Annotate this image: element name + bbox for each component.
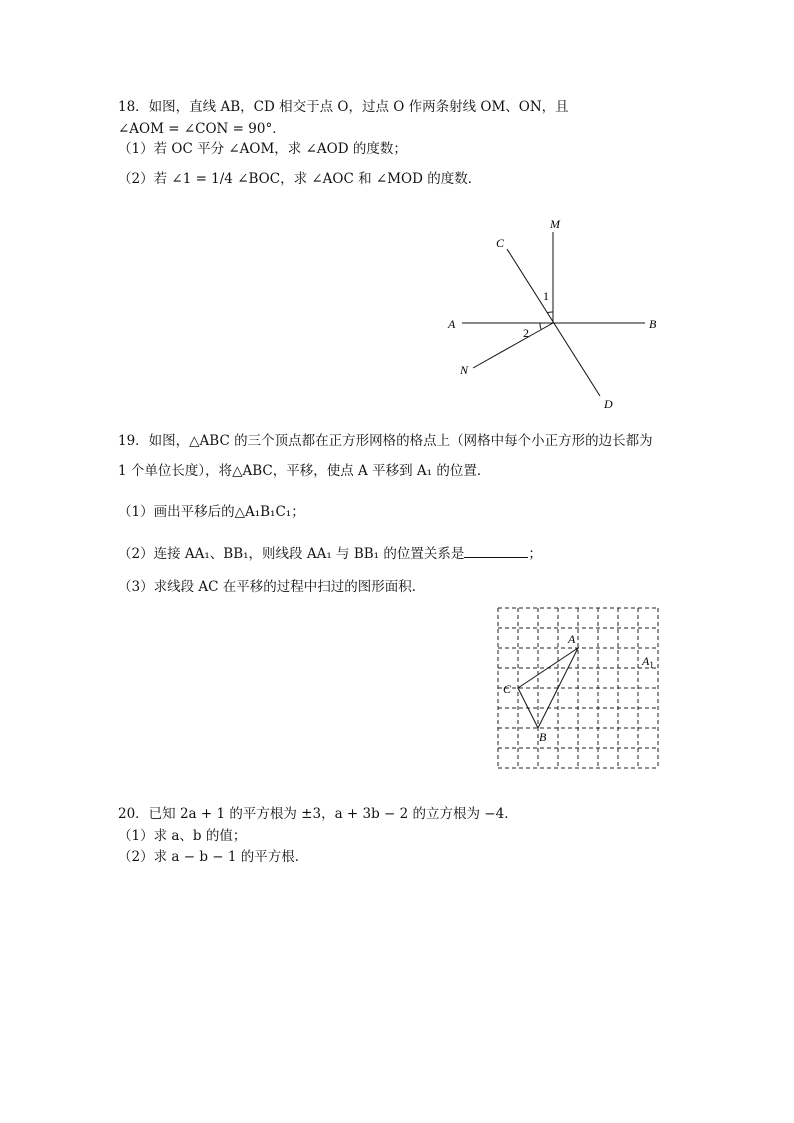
q18-part2: （2）若 ∠1 = 1/4 ∠BOC，求 ∠AOC 和 ∠MOD 的度数． <box>118 171 482 187</box>
q19-label-a1 <box>641 654 654 670</box>
triangle-abc <box>518 648 578 728</box>
q18-label-d: D <box>604 397 613 411</box>
q19-label-a: A <box>568 632 576 646</box>
q19-part3: （3）求线段 AC 在平移的过程中扫过的图形面积． <box>118 579 426 595</box>
ray-on <box>473 323 553 368</box>
dashed-grid <box>498 608 658 768</box>
q18-label-b: B <box>649 317 657 331</box>
angle-2-arc <box>540 323 541 329</box>
q18-label-n: N <box>460 363 469 377</box>
ray-cd <box>507 249 600 396</box>
q19-label-a1-sub: 1 <box>649 660 654 670</box>
angle-1-arc <box>547 312 553 313</box>
q18-stem-line2: ∠AOM = ∠CON = 90°． <box>118 121 286 137</box>
q20-part1: （1）求 a、b 的值； <box>118 828 247 844</box>
q19-label-c: C <box>503 682 512 696</box>
q19-stem-line2: 1 个单位长度），将△ABC，平移，使点 A 平移到 A₁ 的位置． <box>118 463 491 479</box>
q20-stem: 20．已知 2a + 1 的平方根为 ±3，a + 3b − 2 的立方根为 −4． <box>118 806 518 822</box>
q19-part2-text: （2）连接 AA₁、BB₁，则线段 AA₁ 与 BB₁ 的位置关系是 <box>118 546 465 562</box>
q18-label-a: A <box>448 317 456 331</box>
q18-label-m: M <box>550 217 560 231</box>
q19-part2-end: ； <box>528 546 542 562</box>
q19-answer-blank[interactable] <box>464 543 528 558</box>
q19-stem-line1: 19．如图，△ABC 的三个顶点都在正方形网格的格点上（网格中每个小正方形的边长都为 <box>118 433 653 449</box>
q19-part1: （1）画出平移后的△A₁B₁C₁； <box>118 504 305 520</box>
q18-part1: （1）若 OC 平分 ∠AOM，求 ∠AOD 的度数； <box>118 141 407 157</box>
q18-label-c: C <box>496 236 505 250</box>
q18-angle-1-label: 1 <box>543 289 549 303</box>
q18-stem-line1: 18．如图，直线 AB，CD 相交于点 O，过点 O 作两条射线 OM、ON，且 <box>118 99 569 115</box>
q19-label-b: B <box>539 730 547 744</box>
q18-angle-2-label: 2 <box>523 326 529 340</box>
q19-label-a1-letter: A <box>642 654 650 668</box>
q19-part2 <box>118 543 542 563</box>
q20-part2: （2）求 a − b − 1 的平方根． <box>118 849 309 865</box>
